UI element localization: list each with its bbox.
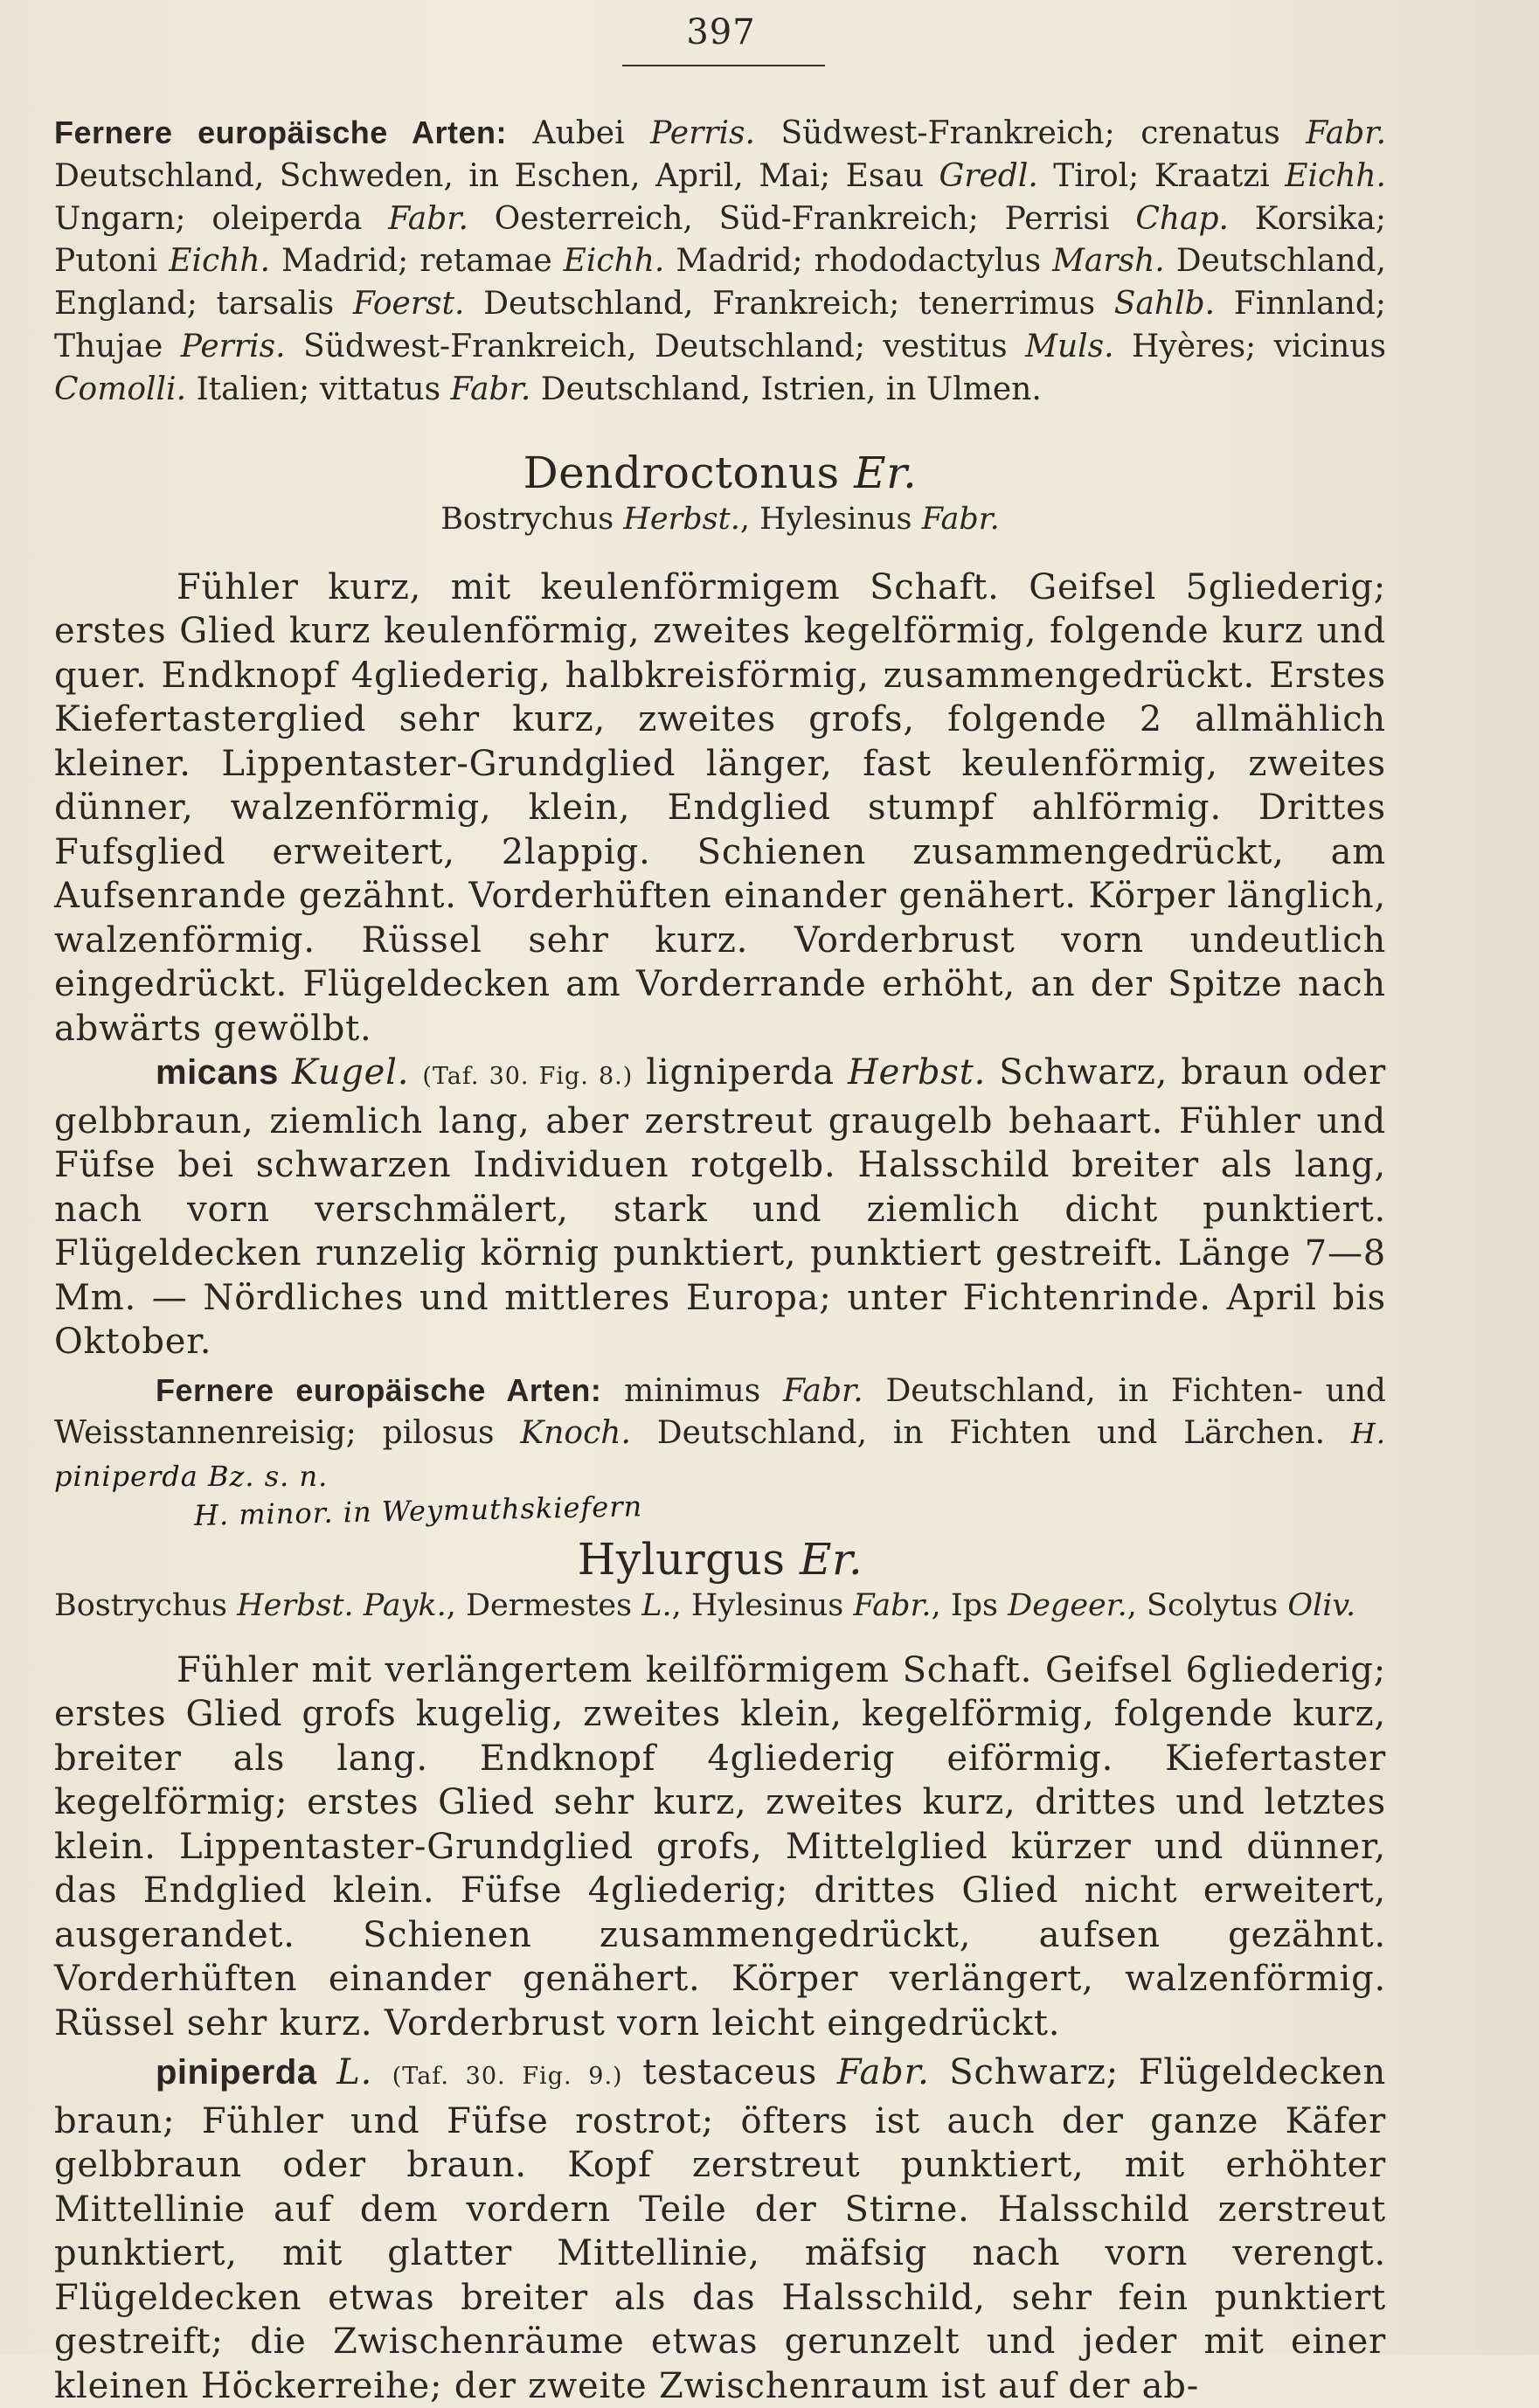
author-abbreviation: Herbst. Payk. [237, 1587, 447, 1623]
author-abbreviation: Herbst. [847, 1052, 987, 1093]
section-heading-2: Fernere europäische Arten: [156, 1371, 602, 1408]
text-segment: Deutschland, in Fichten und Lärchen. [630, 1415, 1351, 1452]
handwritten-note-1: H. piniperda Bz. s. n. [54, 1417, 1386, 1494]
text-segment [372, 2052, 392, 2092]
species-name: micans [156, 1053, 279, 1093]
author-abbreviation: Eichh. [1285, 157, 1386, 194]
genus-heading-hylurgus [54, 1533, 1386, 1586]
author-abbreviation: Muls. [1025, 328, 1114, 364]
text-segment: Finnland; Thujae [54, 286, 1386, 364]
text-segment: Hyères; vicinus [1113, 328, 1386, 364]
author-abbreviation: Fabr. [450, 371, 531, 407]
author-abbreviation: Degeer. [1008, 1587, 1127, 1623]
text-segment [317, 2052, 337, 2092]
text-segment: Deutschland, England; tarsalis [54, 243, 1386, 323]
text-segment [279, 1052, 292, 1093]
text-segment: Madrid; rhododactylus [664, 243, 1053, 280]
genus-synonyms-hylurgus [54, 1586, 1386, 1626]
author-abbreviation: Eichh. [563, 243, 665, 280]
genus-name: Hylurgus [577, 1533, 786, 1585]
author-abbreviation: Kugel. [291, 1052, 410, 1093]
author-abbreviation: Fabr. [1306, 115, 1387, 151]
other-species-list-1 [54, 115, 1386, 407]
page-content [54, 112, 1386, 2408]
text-segment: Madrid; retamae [270, 243, 564, 280]
plate-reference: (Taf. 30. Fig. 8.) [422, 1063, 634, 1091]
section-heading-1: Fernere europäische Arten: [54, 115, 508, 150]
header-rule [622, 65, 825, 66]
text-segment [409, 1052, 422, 1093]
species-text [54, 2052, 1386, 2406]
author-abbreviation: Marsh. [1052, 243, 1165, 280]
text-segment: , Dermestes [446, 1587, 642, 1623]
author-abbreviation: Fabr. [388, 200, 468, 237]
text-segment: Italien; vittatus [186, 371, 451, 407]
species-entry-micans [54, 1051, 1386, 1364]
author-abbreviation: Eichh. [169, 243, 271, 280]
author-abbreviation: Perris. [650, 115, 755, 151]
text-segment: testaceus [622, 2052, 837, 2093]
author-abbreviation: Oliv. [1287, 1587, 1356, 1623]
author-abbreviation: Fabr. [921, 501, 1000, 537]
other-species-paragraph-1 [54, 112, 1386, 412]
author-abbreviation: Chap. [1135, 200, 1229, 237]
genus-name: Dendroctonus [523, 447, 840, 498]
author-abbreviation: Sahlb. [1113, 286, 1216, 323]
genus-heading-dendroctonus [54, 447, 1386, 499]
text-segment: Bostrychus [440, 501, 624, 537]
text-segment: Aubei [507, 115, 651, 151]
author-abbreviation: Foerst. [352, 286, 465, 323]
text-segment: ligniperda [633, 1052, 848, 1093]
text-segment: Korsika; Putoni [54, 200, 1387, 280]
text-segment: Schwarz, braun oder gelbbraun, ziemlich lang, aber zerstreut graugelb behaart. Fühler und Füfse bei schwarzen Individuen rotgelb. Halsschild breiter als lang, nach vorn verschmälert, stark und ziemlich dicht punktiert. Flügeldecken runzelig körnig punktiert, punktiert gestreift. Länge 7—8 Mm. — Nördliches und mittleres Europa; unter Fichtenrinde. April bis Oktober. [54, 1052, 1387, 1363]
page-number: 397 [686, 12, 756, 52]
text-segment: , Ips [931, 1587, 1009, 1623]
text-segment: Südwest-Frankreich, Deutschland; vestitus [285, 328, 1026, 364]
author-abbreviation: Herbst. [623, 501, 740, 537]
author-abbreviation: Perris. [180, 328, 286, 364]
text-segment: Oesterreich, Süd-Frankreich; Perrisi [468, 200, 1136, 237]
text-segment: Südwest-Frankreich; crenatus [754, 115, 1307, 151]
genus-synonyms-dendroctonus [54, 499, 1386, 539]
handwritten-note-2: H. minor. in Weymuthskiefern [193, 1489, 643, 1532]
text-segment: Deutschland, Istrien, in Ulmen. [530, 371, 1042, 407]
author-abbreviation: L. [641, 1587, 672, 1623]
plate-reference: (Taf. 30. Fig. 9.) [392, 2063, 623, 2091]
species-text [54, 1052, 1386, 1362]
text-segment: Deutschland, Schweden, in Eschen, April, Mai; Esau [54, 157, 939, 194]
author-abbreviation: Comolli. [54, 371, 187, 407]
text-segment: , Hylesinus [671, 1587, 854, 1623]
text-segment: Ungarn; oleiperda [54, 200, 389, 237]
text-segment: , Hylesinus [739, 501, 922, 537]
genus-author: Er. [854, 447, 918, 498]
author-abbreviation: Fabr. [853, 1587, 932, 1623]
text-segment: minimus [601, 1372, 783, 1409]
species-name: piniperda [156, 2053, 317, 2092]
text-segment: Schwarz; Flügeldecken braun; Fühler und Füfse rostrot; öfters ist auch der ganze Käfer gelbbraun oder braun. Kopf zerstreut punktiert, mit erhöhter Mittellinie auf dem vordern Teile der Stirne. Halsschild zerstreut punktiert, mit glatter Mittellinie, mäfsig nach vorn verengt. Flügeldecken etwas breiter als das Halsschild, sehr fein punktiert gestreift; die Zwischenräume etwas gerunzelt und jeder mit einer kleinen Höckerreihe; der zweite Zwischenraum ist auf der ab- [54, 2052, 1387, 2406]
author-abbreviation: Fabr. [782, 1372, 863, 1409]
text-segment: Bostrychus [54, 1587, 238, 1623]
text-segment: Tirol; Kraatzi [1037, 157, 1286, 194]
author-abbreviation: Fabr. [836, 2052, 930, 2093]
text-segment: , Scolytus [1127, 1587, 1288, 1623]
genus-description-hylurgus: Fühler mit verlängertem keilförmigem Schaft. Geifsel 6gliederig; erstes Glied grofs kugelig, zweites klein, kegelförmig, folgende kurz, breiter als lang. Endknopf 4gliederig eiförmig. Kiefertaster kegelförmig; erstes Glied sehr kurz, zweites kurz, drittes und letztes klein. Lippentaster-Grundglied grofs, Mittelglied kürzer und dünner, das Endglied klein. Füfse 4gliederig; drittes Glied nicht erweitert, ausgerandet. Schienen zusammengedrückt, aufsen gezähnt. Vorderhüften einander genähert. Körper verlängert, walzenförmig. Rüssel sehr kurz. Vorderbrust vorn leicht eingedrückt. [54, 1649, 1386, 2044]
text-segment: Deutschland, Frankreich; tenerrimus [464, 286, 1114, 323]
genus-author: Er. [799, 1533, 863, 1585]
author-abbreviation: L. [336, 2052, 373, 2093]
author-abbreviation: Gredl. [939, 157, 1038, 194]
text-segment: Deutschland, in Fichten- und Weisstannenreisig; pilosus [54, 1372, 1386, 1452]
author-abbreviation: Knoch. [520, 1415, 631, 1452]
genus-description-dendroctonus: Fühler kurz, mit keulenförmigem Schaft. Geifsel 5gliederig; erstes Glied kurz keulenförmig, zweites kegelförmig, folgende kurz und quer. Endknopf 4gliederig, halbkreisförmig, zusammengedrückt. Erstes Kiefertasterglied sehr kurz, zweites grofs, folgende 2 allmählich kleiner. Lippentaster-Grundglied länger, fast keulenförmig, zweites dünner, walzenförmig, klein, Endglied stumpf ahlförmig. Drittes Fufsglied erweitert, 2lappig. Schienen zusammengedrückt, am Aufsenrande gezähnt. Vorderhüften einander genähert. Körper länglich, walzenförmig. Rüssel sehr kurz. Vorderbrust vorn undeutlich eingedrückt. Flügeldecken am Vorderrande erhöht, an der Spitze nach abwärts gewölbt. [54, 566, 1386, 1049]
